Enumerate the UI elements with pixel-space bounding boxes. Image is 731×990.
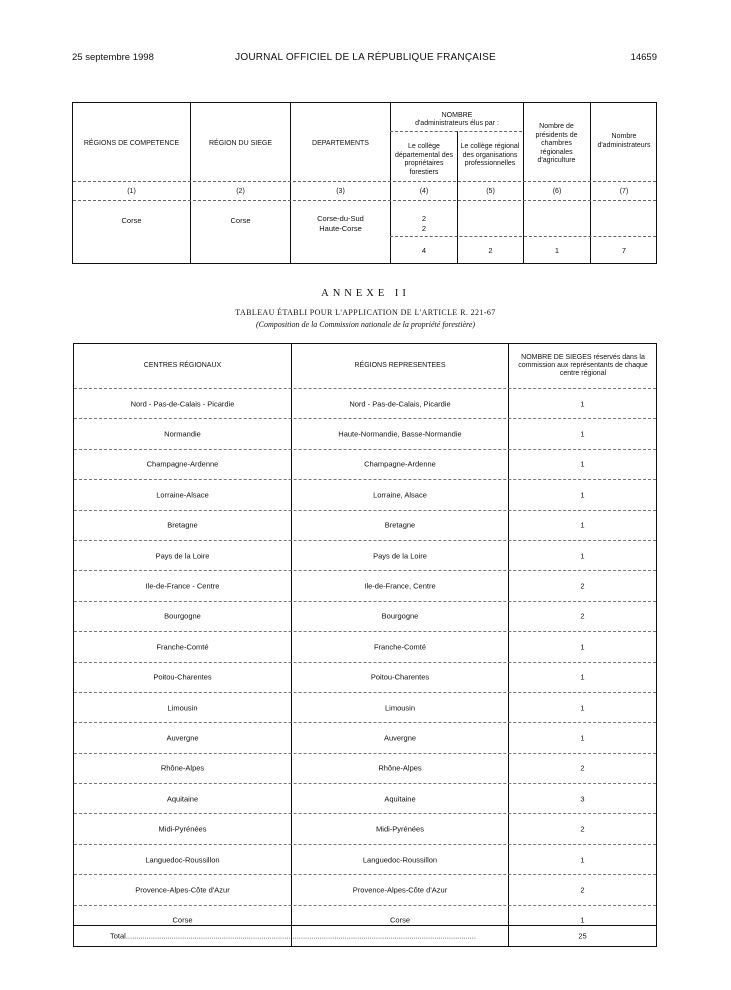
header-regions-competence: RÉGIONS DE COMPETENCE [83,140,180,147]
sieges-cell: 1 [580,399,585,409]
table-row [74,813,656,843]
column-divider [590,103,591,263]
column-number: (2) [236,188,245,195]
region-cell: Corse [121,216,142,225]
total-row [74,925,656,946]
centre-cell: Franche-Comté [156,642,209,652]
sieges-cell: 2 [580,763,585,773]
centre-cell: Provence-Alpes-Côte d'Azur [135,885,230,895]
annex-subtitle: TABLEAU ÉTABLI POUR L'APPLICATION DE L'ARTICLE R. 221-67 [235,308,496,317]
column-number: (4) [419,188,429,195]
centre-cell: Aquitaine [166,794,199,804]
column-divider [457,131,458,263]
table-row [74,479,656,509]
sieges-cell: 2 [580,581,585,591]
header-administrateurs: Nombre d'administrateurs [597,133,651,149]
column-divider [190,103,191,263]
header-departements: DEPARTEMENTS [312,140,369,147]
sieges-cell: 2 [580,824,585,834]
sieges-cell: 1 [580,915,585,925]
value-cell: 2 [421,214,427,223]
regions-cell: Pays de la Loire [373,551,427,561]
column-divider [290,103,291,263]
centre-cell: Ile-de-France - Centre [145,581,220,591]
table-row [74,570,656,600]
regions-cell: Provence-Alpes-Côte d'Azur [352,885,448,895]
centre-cell: Normandie [164,429,201,439]
centre-cell: Poitou-Charentes [153,672,212,682]
siege-cell: Corse [230,216,251,225]
regions-cell: Aquitaine [384,794,416,804]
centre-cell: Bretagne [167,520,198,530]
administrators-table [72,102,657,264]
header-nombre: NOMBRE [441,112,473,119]
header-college-departemental: Le collège départemental des propriétaires forestiers [395,143,453,176]
centre-cell: Auvergne [166,733,199,743]
sieges-cell: 1 [580,551,585,561]
table-row [74,874,656,904]
table-row [74,662,656,692]
table-row [74,753,656,783]
total-cell: 4 [421,246,427,255]
sieges-cell: 1 [580,733,585,743]
regions-cell: Bretagne [384,520,416,530]
row-divider [390,131,522,132]
sieges-cell: 2 [580,885,585,895]
table-row [74,540,656,570]
sieges-cell: 1 [580,520,585,530]
total-value: 25 [578,931,587,941]
table-row [74,601,656,631]
column-number: (6) [552,188,562,195]
header-nombre-sieges: NOMBRE DE SIEGES réservés dans la commission aux représentants de chaque centre régional [518,354,648,377]
table-row [74,783,656,813]
regions-cell: Corse [389,915,410,925]
header-regions-representees: RÉGIONS REPRESENTEES [354,362,446,369]
regional-centres-table [73,343,657,947]
table-row [74,418,656,448]
table-row [74,722,656,752]
sieges-cell: 1 [580,490,585,500]
regions-cell: Ile-de-France, Centre [364,581,436,591]
centre-cell: Bourgogne [164,611,201,621]
regions-cell: Poitou-Charentes [370,672,430,682]
header-nombre-sub: d'administrateurs élus par : [415,120,499,127]
regions-cell: Lorraine, Alsace [373,490,427,500]
journal-title: JOURNAL OFFICIEL DE LA RÉPUBLIQUE FRANÇAISE [235,52,496,63]
header-centres-regionaux: CENTRES RÉGIONAUX [143,362,222,369]
table-row [74,510,656,540]
column-number: (5) [486,188,495,195]
total-cell: 2 [488,246,493,255]
sieges-cell: 1 [580,642,585,652]
centre-cell: Pays de la Loire [155,551,210,561]
page-date: 25 septembre 1998 [72,52,154,63]
departement-cell: Haute-Corse [319,224,362,233]
page-number: 14659 [630,52,657,63]
header-region-siege: RÉGION DU SIEGE [208,140,272,147]
sieges-cell: 1 [580,429,585,439]
row-divider [390,236,656,237]
sieges-cell: 2 [580,611,585,621]
table-row [74,844,656,874]
centre-cell: Rhône-Alpes [160,763,205,773]
centre-cell: Limousin [167,703,198,713]
column-number: (7) [619,188,629,195]
column-number: (1) [127,188,136,195]
table-row [74,449,656,479]
centre-cell: Languedoc-Roussillon [145,855,220,865]
total-cell: 7 [621,246,627,255]
sieges-cell: 1 [580,703,585,713]
row-divider [73,200,656,201]
regions-cell: Haute-Normandie, Basse-Normandie [338,429,462,439]
sieges-cell: 1 [580,459,585,469]
regions-cell: Midi-Pyrénées [376,824,424,834]
row-divider [73,181,656,182]
total-cell: 1 [554,246,560,255]
regions-cell: Champagne-Ardenne [364,459,436,469]
departement-cell: Corse-du-Sud [317,214,364,223]
header-college-regional: Le collège régional des organisations professionnelles [460,143,520,167]
centre-cell: Midi-Pyrénées [158,824,207,834]
regions-cell: Auvergne [383,733,417,743]
annex-caption: (Composition de la Commission nationale de la propriété forestière) [255,320,476,329]
regions-cell: Limousin [384,703,415,713]
regions-cell: Rhône-Alpes [378,763,422,773]
table-row [74,388,656,418]
regions-cell: Franche-Comté [373,642,427,652]
column-divider [523,103,524,263]
sieges-cell: 3 [580,794,585,804]
centre-cell: Nord - Pas-de-Calais - Picardie [130,399,235,409]
table-body [74,388,656,935]
annex-title: ANNEXE II [321,288,410,299]
sieges-cell: 1 [580,672,585,682]
regions-cell: Nord - Pas-de-Calais, Picardie [349,399,451,409]
centre-cell: Corse [172,915,193,925]
table-row [74,631,656,661]
sieges-cell: 1 [580,855,585,865]
header-presidents: Nombre de présidents de chambres régionales d'agriculture [535,123,578,164]
column-number: (3) [336,188,345,195]
total-label: Total........................................................................................................................................................................ [110,931,476,941]
regions-cell: Languedoc-Roussillon [362,855,438,865]
table-row [74,692,656,722]
centre-cell: Champagne-Ardenne [146,459,219,469]
value-cell: 2 [421,224,427,233]
regions-cell: Bourgogne [381,611,419,621]
centre-cell: Lorraine-Alsace [156,490,209,500]
